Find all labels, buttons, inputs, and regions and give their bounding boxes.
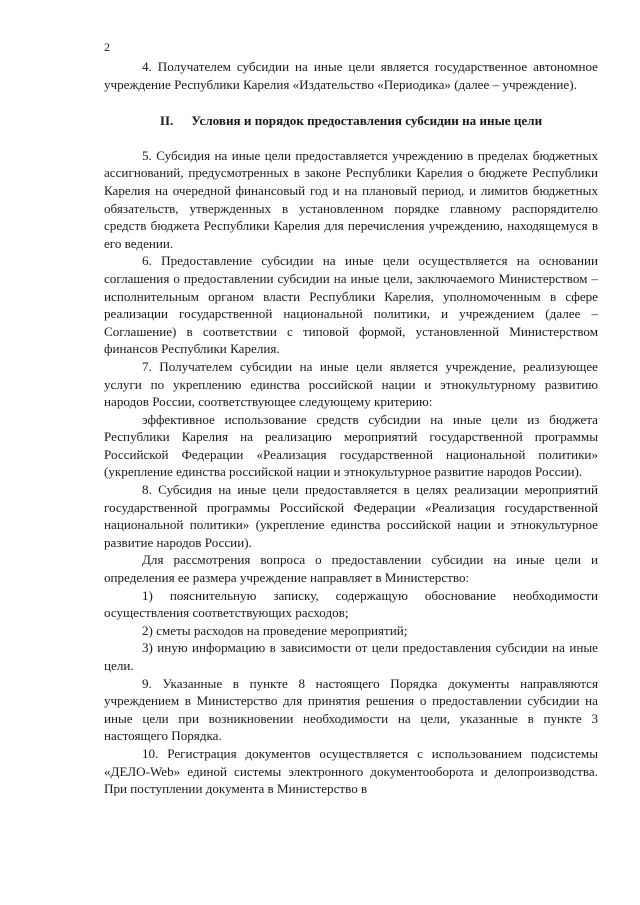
paragraph-7: 7. Получателем субсидии на иные цели является учреждение, реализующее услуги по укреплению единства российской нации и этнокультурному развитию народов России, соответствующее следующему критерию: <box>104 358 598 410</box>
section-title: Условия и порядок предоставления субсидии на иные цели <box>191 113 543 129</box>
paragraph-7-criterion: эффективное использование средств субсидии на иные цели из бюджета Республики Карелия на реализацию мероприятий государственной программы Российской Федерации «Реализация государственной национальной политики» (укрепление единства российской нации и этнокультурное развитие народов России). <box>104 411 598 480</box>
paragraph-8-documents-intro: Для рассмотрения вопроса о предоставлении субсидии на иные цели и определения ее размера учреждение направляет в Министерство: <box>104 552 598 586</box>
paragraph-8-item-2: 2) сметы расходов на проведение мероприятий; <box>142 622 408 638</box>
paragraph-8-item-1: 1) пояснительную записку, содержащую обоснование необходимости осуществления соответствующих расходов; <box>104 587 598 621</box>
section-number: II. <box>159 113 174 129</box>
document-body <box>104 58 598 798</box>
paragraph-6: 6. Предоставление субсидии на иные цели осуществляется на основании соглашения о предоставлении субсидии на иные цели, заключаемого Министерством – исполнительным органом власти Республики Карелия, уполномоченным в сфере реализации государственной национальной политики, и учреждением (далее – Соглашение) в соответствии с типовой формой, установленной Министерством финансов Республики Карелия. <box>104 253 598 357</box>
section-heading <box>104 112 598 130</box>
paragraph-5: 5. Субсидия на иные цели предоставляется учреждению в пределах бюджетных ассигнований, предусмотренных в законе Республики Карелия о бюджете Республики Карелия на очередной финансовый год и на плановый период, и лимитов бюджетных обязательств, утвержденных в установленном порядке главному распорядителю средств бюджета Республики Карелия для перечисления учреждению, находящемуся в его ведении. <box>104 147 598 251</box>
paragraph-4: 4. Получателем субсидии на иные цели является государственное автономное учреждение Республики Карелия «Издательство «Периодика» (далее – учреждение). <box>104 59 598 92</box>
paragraph-9: 9. Указанные в пункте 8 настоящего Порядка документы направляются учреждением в Министерство для принятия решения о предоставлении субсидии на иные цели при возникновении необходимости на цели, указанные в пункте 3 настоящего Порядка. <box>104 675 598 744</box>
paragraph-8: 8. Субсидия на иные цели предоставляется в целях реализации мероприятий государственной программы Российской Федерации «Реализация государственной национальной политики» (укрепление единства российской нации и этнокультурное развитие народов России). <box>104 482 598 550</box>
paragraph-8-item-3: 3) иную информацию в зависимости от цели предоставления субсидии на иные цели. <box>104 640 598 673</box>
paragraph-10: 10. Регистрация документов осуществляется с использованием подсистемы «ДЕЛО-Web» единой системы электронного документооборота и делопроизводства. При поступлении документа в Министерство в <box>104 745 598 797</box>
page-number: 2 <box>104 40 110 54</box>
